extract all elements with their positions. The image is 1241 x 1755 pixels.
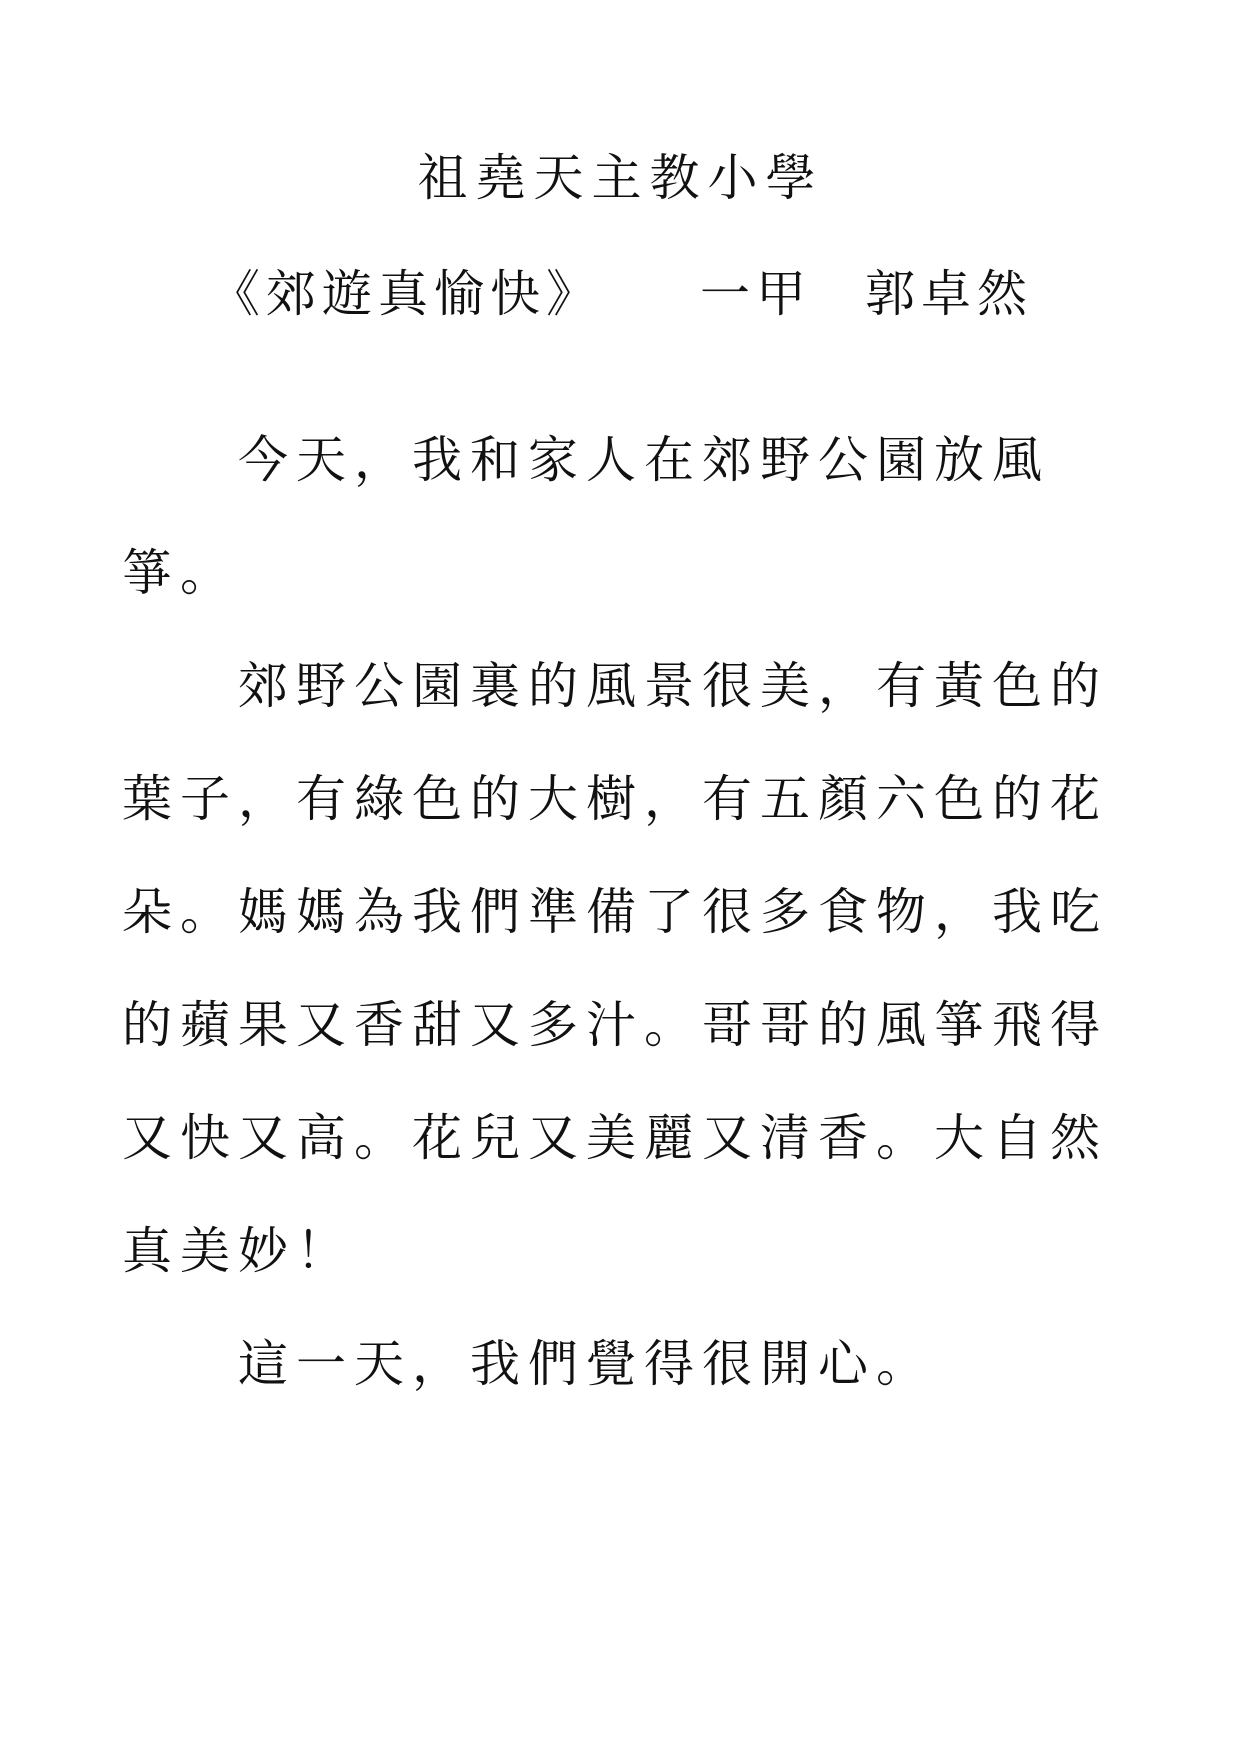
essay-title: 《郊遊真愉快》 — [210, 265, 602, 323]
author-name: 郭卓然 — [865, 265, 1033, 323]
paragraph — [122, 630, 1122, 1308]
essay-body — [122, 404, 1122, 1421]
essay-heading — [210, 258, 1110, 330]
school-name: 祖堯天主教小學 — [417, 149, 824, 207]
paragraph — [122, 1308, 1122, 1421]
text-line: 的蘋果又香甜又多汁。哥哥的風箏飛得 — [122, 996, 1108, 1054]
text-line: 真美妙！ — [122, 1222, 354, 1280]
text-line: 箏。 — [122, 544, 238, 602]
text-line: 這一天，我們覺得很開心。 — [238, 1335, 934, 1393]
text-line: 朵。媽媽為我們準備了很多食物，我吃 — [122, 883, 1108, 941]
text-line: 今天，我和家人在郊野公園放風 — [238, 431, 1050, 489]
text-line: 葉子，有綠色的大樹，有五顏六色的花 — [122, 770, 1108, 828]
class-name: 一甲 — [700, 265, 812, 323]
text-line: 郊野公園裏的風景很美，有黃色的 — [238, 657, 1108, 715]
paragraph — [122, 404, 1122, 630]
text-line: 又快又高。花兒又美麗又清香。大自然 — [122, 1109, 1108, 1167]
